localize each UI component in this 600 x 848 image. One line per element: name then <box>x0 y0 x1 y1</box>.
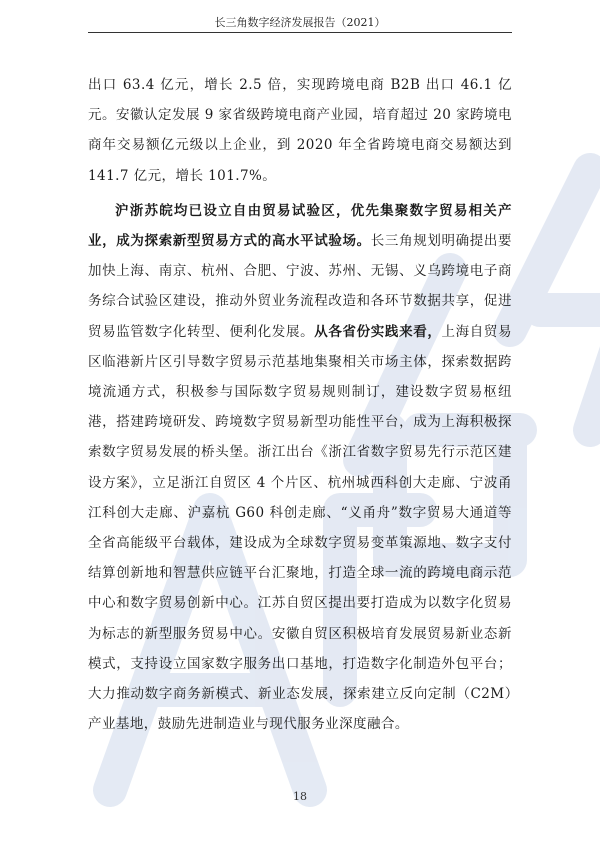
report-body <box>88 70 512 739</box>
running-header: 长三角数字经济发展报告（2021） <box>214 16 386 29</box>
paragraph-2-subhead: 从各省份实践来看， <box>314 323 442 340</box>
paragraph-1: 出口 63.4 亿元，增长 2.5 倍，实现跨境电商 B2B 出口 46.1 亿元。安徽认定发展 9 家省级跨境电商产业园，培育超过 20 家跨境电商年交易额亿元级以上企业，到 2020 年全省跨境电商交易额达到 141.7 亿元，增长 101.7%。 <box>88 77 512 184</box>
paragraph-2-text-a: 长三角规划明确提出要加快上海、南京、杭州、合肥、宁波、苏州、无锡、义乌跨境电子商务综合试验区建设，推动外贸业务流程改造和各环节数据共享，促进贸易监管数字化转型、便利化发展。 <box>88 233 513 340</box>
paragraph-2-text-b: 上海自贸易区临港新片区引导数字贸易示范基地集聚相关市场主体，探索数据跨境流通方式，积极参与国际数字贸易规则制订，建设数字贸易枢纽港，搭建跨境研发、跨境数字贸易新型功能性平台，成为上海积极探索数字贸易发展的桥头堡。浙江出台《浙江省数字贸易先行示范区建设方案》，立足浙江自贸区 4 个片区、杭州城西科创大走廊、宁波甬江科创大走廊、沪嘉杭 G60 科创走廊、“义甬舟”数字贸易大通道等全省高能级平台载体，建设成为全球数字贸易变革策源地、数字支付结算创新地和智慧供应链平台汇聚地，打造全球一流的跨境电商示范中心和数字贸易创新中心。江苏自贸区提出要打造成为以数字化贸易为标志的新型服务贸易中心。安徽自贸区积极培育发展贸易新业态新模式，支持设立国家数字服务出口基地，打造数字化制造外包平台；大力推动数字商务新模式、新业态发展，探索建立反向定制（C2M）产业基地，鼓励先进制造业与现代服务业深度融合。 <box>88 323 513 733</box>
header-rule <box>88 32 512 33</box>
paragraph-2 <box>88 196 512 740</box>
paragraph-2-lead: 沪浙苏皖均已设立自由贸易试验区，优先集聚数字贸易相关产业，成为探索新型贸易方式的高水平试验场。 <box>88 202 512 250</box>
page-number: 18 <box>293 790 307 803</box>
